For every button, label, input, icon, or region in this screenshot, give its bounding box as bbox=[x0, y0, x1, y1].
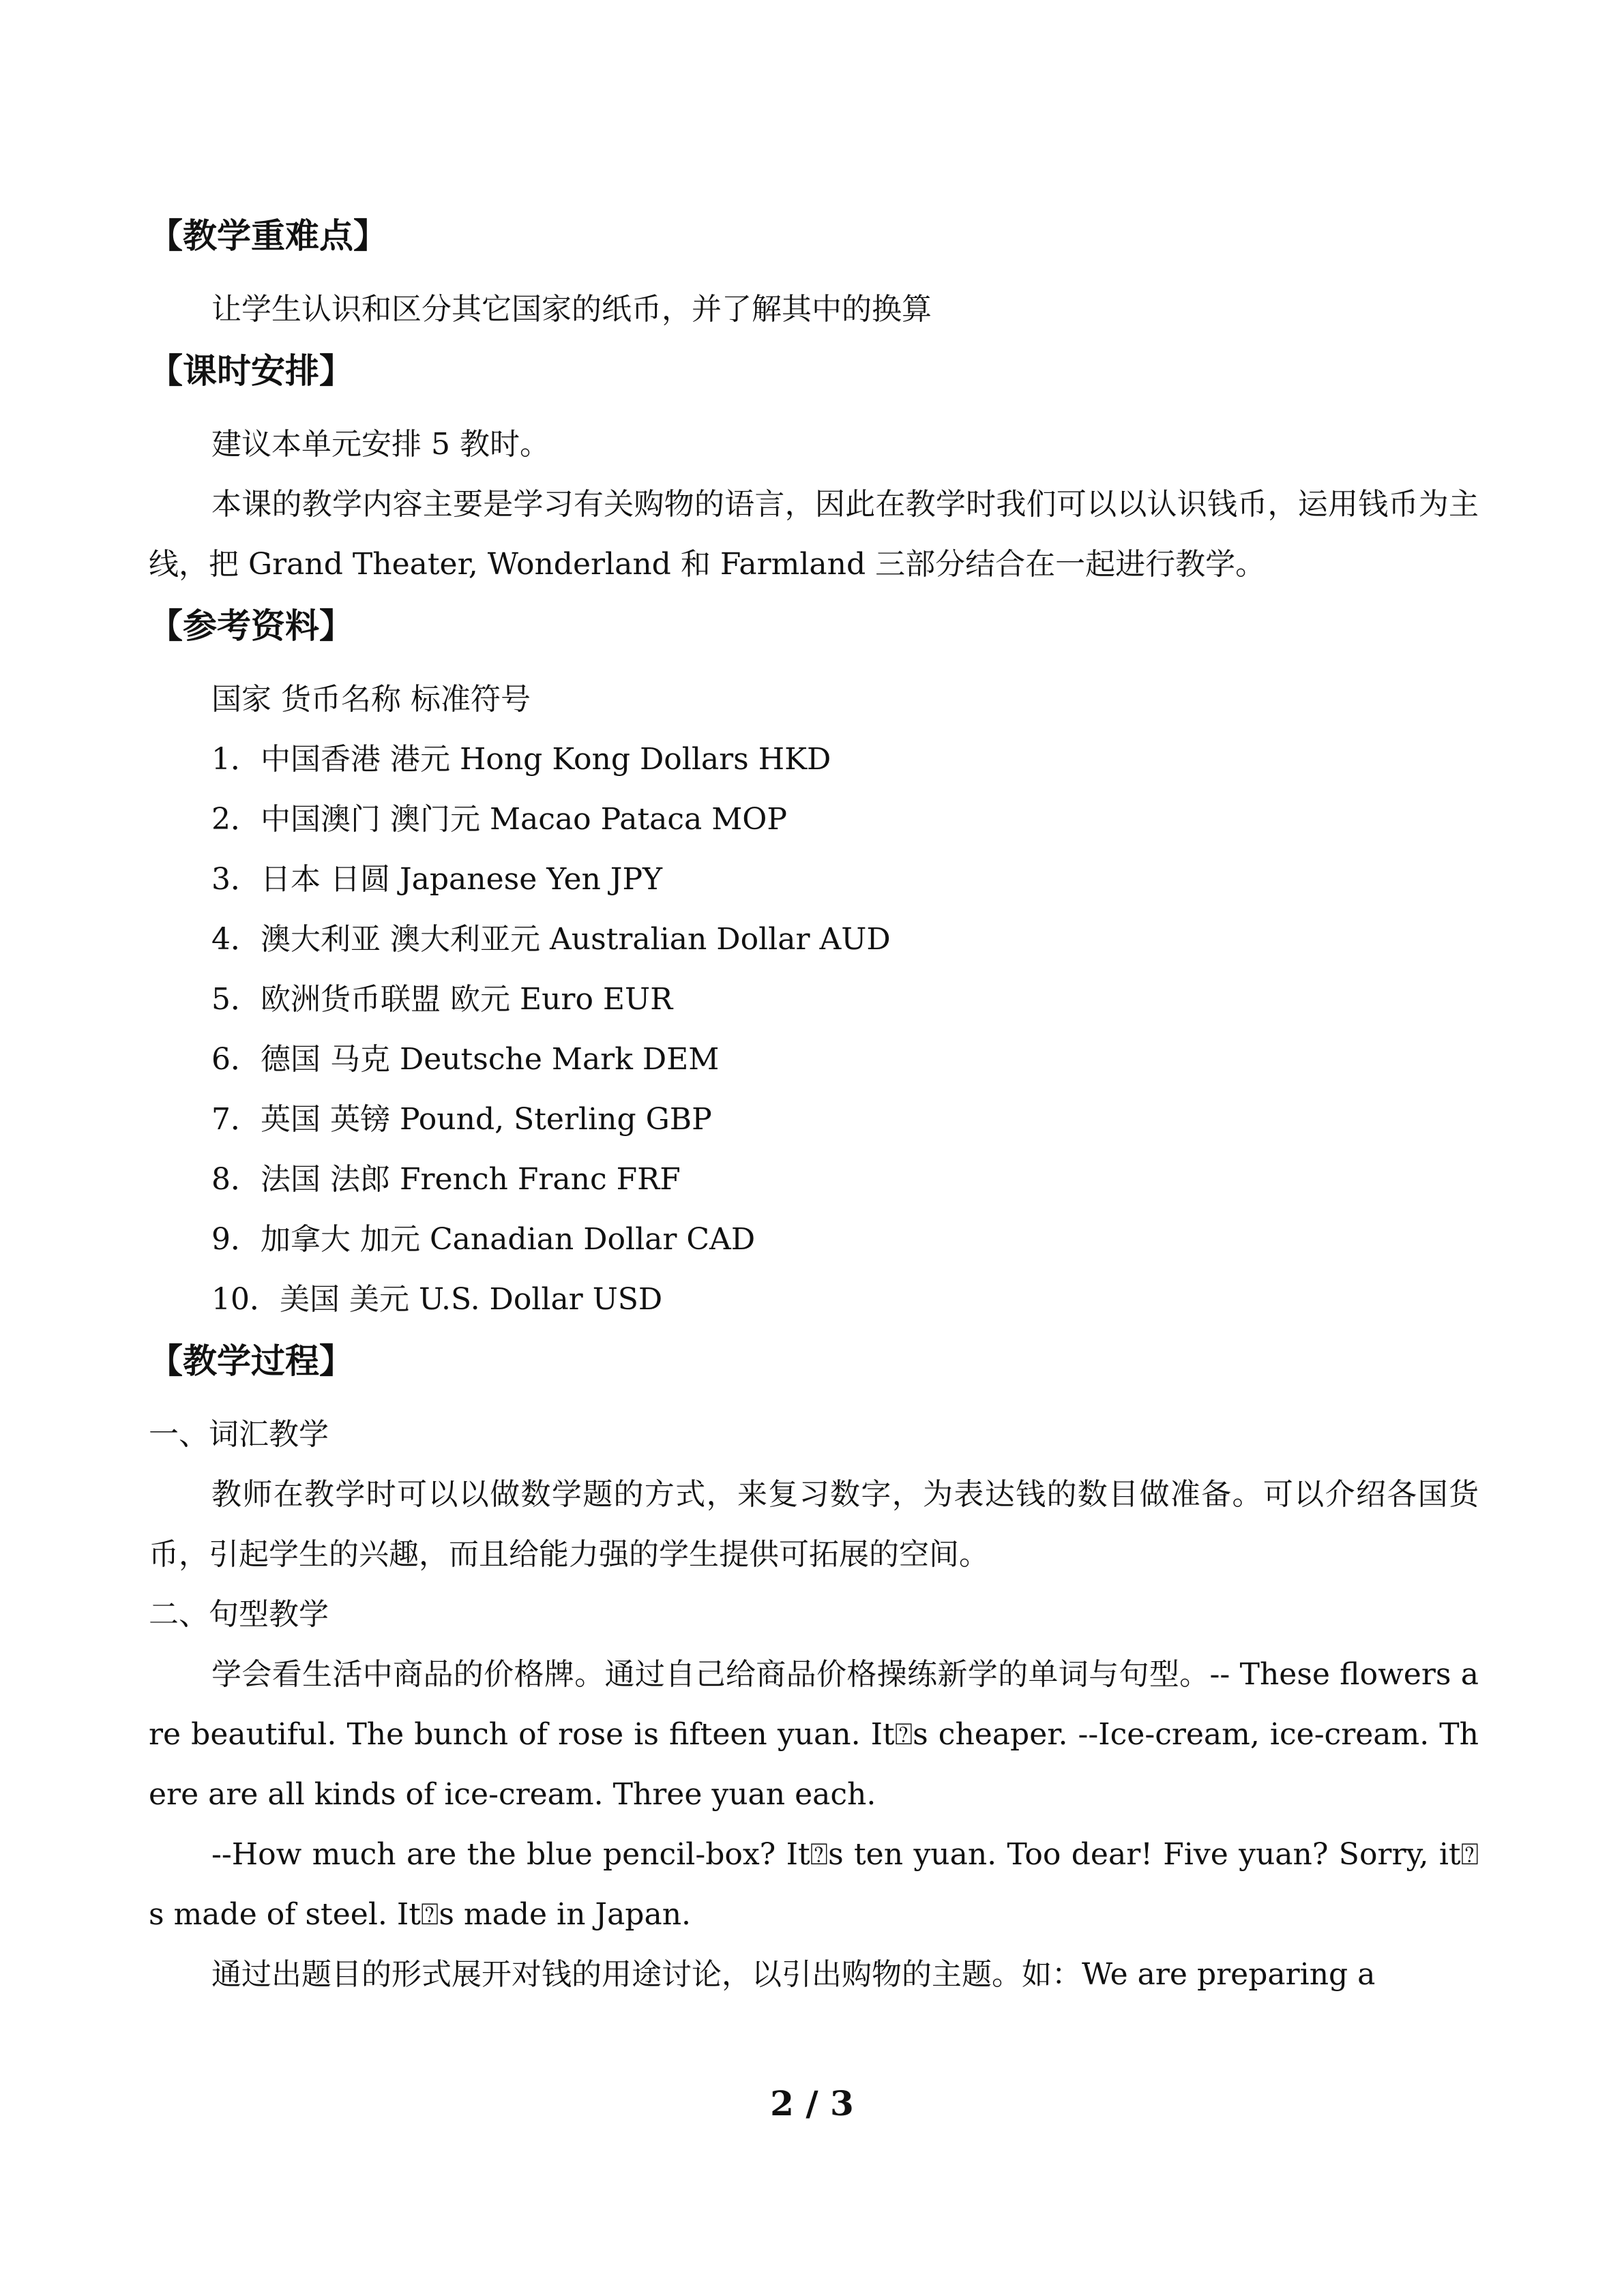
list-item: 6．德国 马克 Deutsche Mark DEM bbox=[211, 1042, 720, 1077]
list-item: 10．美国 美元 U.S. Dollar USD bbox=[211, 1282, 663, 1317]
currency-list bbox=[149, 730, 1479, 1330]
list-item: 3．日本 日圆 Japanese Yen JPY bbox=[211, 862, 663, 897]
document-body bbox=[149, 205, 1479, 2005]
subheading-vocabulary: 一、词汇教学 bbox=[149, 1417, 329, 1452]
heading-schedule: 【课时安排】 bbox=[149, 351, 353, 391]
heading-key-points: 【教学重难点】 bbox=[149, 215, 387, 256]
subheading-sentence-patterns: 二、句型教学 bbox=[149, 1597, 329, 1632]
list-item: 7．英国 英镑 Pound, Sterling GBP bbox=[211, 1102, 712, 1137]
list-item: 8．法国 法郎 French Franc FRF bbox=[211, 1162, 681, 1197]
heading-references: 【参考资料】 bbox=[149, 606, 353, 646]
list-item: 5．欧洲货币联盟 欧元 Euro EUR bbox=[211, 982, 673, 1017]
schedule-paragraph-1: 建议本单元安排 5 教时。 bbox=[211, 427, 550, 462]
key-points-text: 让学生认识和区分其它国家的纸币，并了解其中的换算 bbox=[211, 292, 932, 327]
schedule-paragraph-2: 本课的教学内容主要是学习有关购物的语言，因此在教学时我们可以以认识钱币，运用钱币为主线，把 Grand Theater, Wonderland 和 Farmland 三部分结合在一起进行教学。 bbox=[149, 487, 1479, 582]
process-paragraph-3: --How much are the blue pencil-box? It⍰s ten yuan. Too dear! Five yuan? Sorry, it⍰s made of steel. It⍰s made in Japan. bbox=[149, 1837, 1479, 1932]
list-item: 9．加拿大 加元 Canadian Dollar CAD bbox=[211, 1222, 756, 1257]
process-paragraph-1: 教师在教学时可以以做数学题的方式，来复习数字，为表达钱的数目做准备。可以介绍各国货币，引起学生的兴趣，而且给能力强的学生提供可拓展的空间。 bbox=[149, 1477, 1479, 1572]
list-item: 2．中国澳门 澳门元 Macao Pataca MOP bbox=[211, 802, 787, 837]
list-item: 4．澳大利亚 澳大利亚元 Australian Dollar AUD bbox=[211, 922, 891, 957]
currency-table-header: 国家 货币名称 标准符号 bbox=[211, 682, 531, 717]
page-number: 2 / 3 bbox=[770, 2083, 854, 2123]
process-paragraph-4: 通过出题目的形式展开对钱的用途讨论，以引出购物的主题。如：We are preparing a bbox=[211, 1957, 1376, 1992]
heading-process: 【教学过程】 bbox=[149, 1341, 353, 1381]
process-paragraph-2: 学会看生活中商品的价格牌。通过自己给商品价格操练新学的单词与句型。-- These flowers are beautiful. The bunch of rose is fifteen yuan. It⍰s cheaper. --Ice-cream, ice-cream. There are all kinds of ice-cream. Three yuan each. bbox=[149, 1657, 1479, 1812]
list-item: 1．中国香港 港元 Hong Kong Dollars HKD bbox=[211, 742, 831, 777]
